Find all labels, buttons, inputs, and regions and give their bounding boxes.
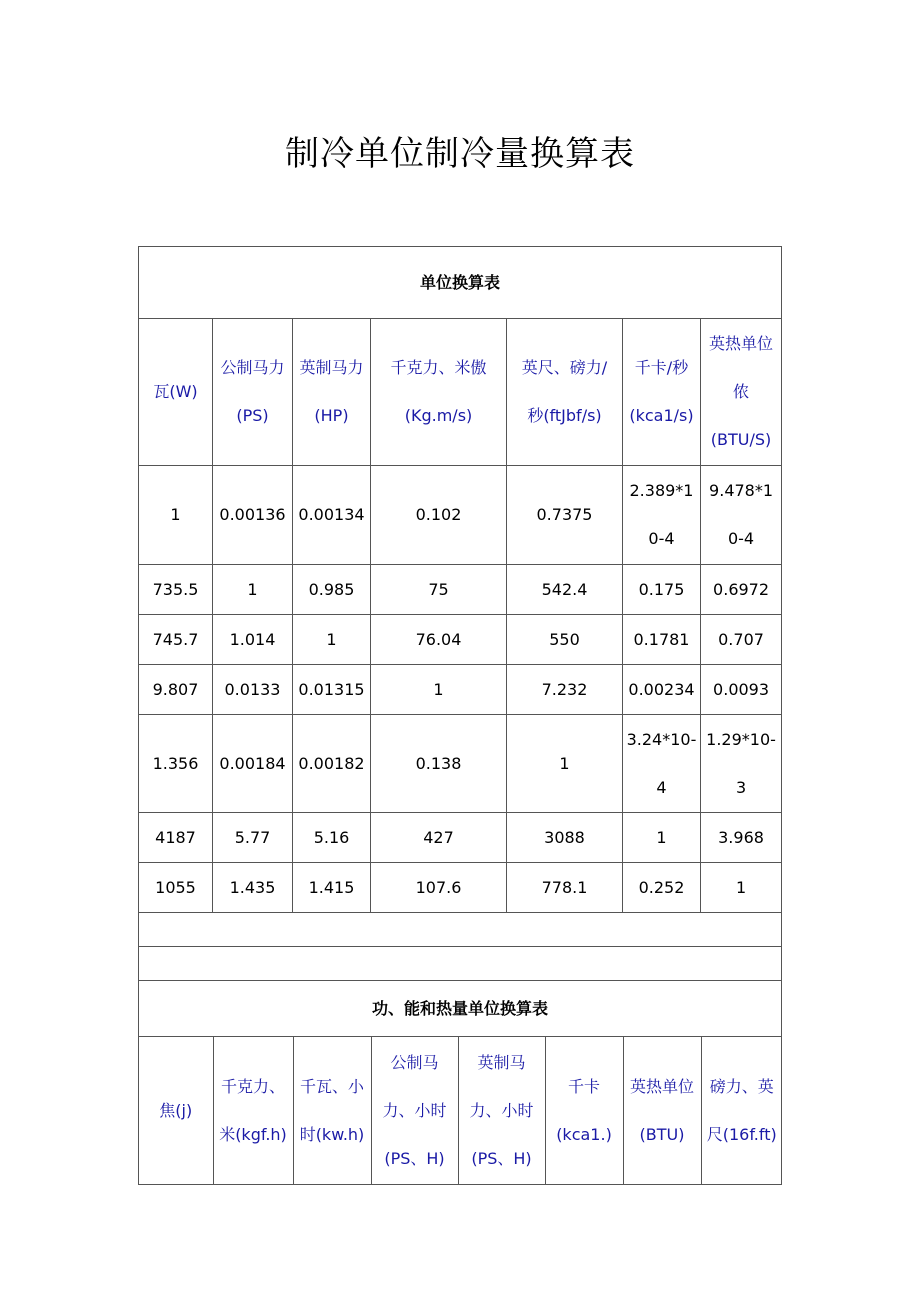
- table1-header-cell-line: 瓦(W): [153, 382, 198, 401]
- table-cell-line: 107.6: [415, 877, 462, 897]
- table1-header-cell-line: 千克力、米傲: [390, 358, 487, 377]
- table1-header-cell-line: (kca1∕s): [629, 406, 694, 425]
- table2-header-cell: [623, 1037, 701, 1184]
- spacer-row: [139, 947, 782, 981]
- table-cell-line: 0.0133: [224, 679, 281, 699]
- spacer-cell: [139, 947, 782, 981]
- table-cell: [701, 813, 782, 863]
- table-cell-line: 0.7375: [536, 505, 593, 524]
- table2-header-table: [139, 1037, 782, 1184]
- table-cell: [371, 863, 507, 913]
- table-cell-line: 0.175: [638, 579, 685, 599]
- table-cell: [213, 466, 293, 565]
- table-cell: [623, 715, 701, 813]
- table-cell: [213, 565, 293, 615]
- table-cell: [507, 863, 623, 913]
- table1-header-cell-line: (BTU/S): [710, 430, 772, 449]
- table-cell: [213, 813, 293, 863]
- table-cell-line: 550: [549, 629, 580, 649]
- table1-header-cell: [701, 319, 782, 466]
- table-cell-line: 1.415: [308, 877, 355, 897]
- table2-header-cell-line: 尺(16f.ft): [706, 1124, 777, 1144]
- table-cell: [139, 813, 213, 863]
- table1-header-cell-line: 千卡/秒: [634, 358, 689, 377]
- table1-header-cell-line: 秒(ftJbf/s): [527, 406, 602, 425]
- table-cell: [139, 565, 213, 615]
- table-cell-line: 427: [423, 827, 454, 847]
- table-cell-line: 1.435: [229, 877, 276, 897]
- table-cell-line: 1055: [155, 877, 196, 897]
- table-cell: [371, 466, 507, 565]
- table-cell-line: 3: [735, 777, 747, 797]
- table-cell-line: 3088: [544, 827, 585, 847]
- table-cell-line: 0.00234: [628, 679, 695, 699]
- table-cell: [371, 615, 507, 665]
- table-cell: [701, 665, 782, 715]
- table-cell: [139, 665, 213, 715]
- table-cell: [507, 466, 623, 565]
- table1-header-cell-line: 公制马力: [220, 358, 285, 377]
- table2-header-cell-line: 磅力、英: [709, 1076, 774, 1096]
- table2-caption: 功、能和热量单位换算表: [139, 981, 782, 1037]
- table1-header-cell-line: (PS): [236, 406, 269, 425]
- table-cell-line: 76.04: [415, 629, 462, 649]
- table-cell: [139, 715, 213, 813]
- table2-header-cell: [458, 1037, 545, 1184]
- table-row: [139, 715, 782, 813]
- table-cell-line: 1.29*10-: [706, 729, 776, 749]
- table-row: [139, 565, 782, 615]
- table-cell: [623, 615, 701, 665]
- table-cell: [701, 565, 782, 615]
- table-cell-line: 0.102: [415, 505, 462, 524]
- table1-header-cell: [139, 319, 213, 466]
- table-cell-line: 5.77: [234, 827, 271, 847]
- table2-header-cell-line: (PS、H): [471, 1148, 532, 1168]
- spacer-cell: [139, 913, 782, 947]
- table1-header-cell-line: 英制马力: [299, 358, 364, 377]
- page-title: 制冷单位制冷量换算表: [285, 134, 635, 174]
- table-cell: [623, 565, 701, 615]
- table-cell: [293, 863, 371, 913]
- table-cell-line: 1: [735, 877, 747, 897]
- table2-header-cell-line: 千瓦、小: [299, 1076, 364, 1096]
- table-cell-line: 0-4: [648, 529, 675, 548]
- table-cell-line: 0.01315: [298, 679, 365, 699]
- table-cell-line: 0.138: [415, 753, 462, 773]
- table2-header-cell-line: 力、小时: [382, 1100, 447, 1120]
- table-cell-line: 0.707: [718, 629, 764, 649]
- table-cell-line: 2.389*1: [629, 481, 694, 500]
- table-cell: [507, 813, 623, 863]
- table1-header-cell: [213, 319, 293, 466]
- table-row: [139, 615, 782, 665]
- table2-header-wrapper: [139, 1037, 782, 1185]
- table2-header-cell-line: 千克力、: [220, 1076, 285, 1096]
- table-cell-line: 0.1781: [633, 629, 690, 649]
- table2-header-cell-line: (PS、H): [384, 1148, 445, 1168]
- table1-header-cell-line: 英热单位: [709, 334, 774, 353]
- table-cell-line: 4: [656, 777, 667, 797]
- table-cell-line: 9.807: [152, 679, 199, 699]
- table2-header-cell-line: 英制马: [477, 1052, 526, 1072]
- table-cell-line: 0.6972: [713, 579, 770, 599]
- table-cell-line: 1: [326, 629, 337, 649]
- table-cell: [293, 466, 371, 565]
- table-cell-line: 3.968: [718, 827, 764, 847]
- table2-header-inner-row: [139, 1037, 782, 1184]
- table-cell-line: 1.014: [229, 629, 276, 649]
- table-cell: [293, 665, 371, 715]
- table-cell-line: 0.00134: [298, 505, 365, 524]
- table-cell-line: 1: [247, 579, 258, 599]
- table-cell: [293, 813, 371, 863]
- table-row: [139, 665, 782, 715]
- table-row: [139, 863, 782, 913]
- table-cell: [701, 466, 782, 565]
- table-cell: [213, 665, 293, 715]
- table-cell-line: 0.0093: [713, 679, 770, 699]
- table-cell-line: 0-4: [727, 529, 755, 548]
- table2-header-cell: [213, 1037, 293, 1184]
- table-cell: [623, 863, 701, 913]
- table-cell-line: 0.00136: [219, 505, 286, 524]
- table1-header-cell: [623, 319, 701, 466]
- table-cell-line: 542.4: [541, 579, 588, 599]
- table-cell: [293, 615, 371, 665]
- table-cell: [701, 863, 782, 913]
- table2-header-cell: [139, 1037, 213, 1184]
- table1-header-cell-line: (Kg.m∕s): [404, 406, 473, 425]
- table-cell: [371, 715, 507, 813]
- table-cell: [623, 813, 701, 863]
- table-cell-line: 7.232: [541, 679, 588, 699]
- table1-header-cell-line: (HP): [314, 406, 349, 425]
- table-cell: [213, 615, 293, 665]
- table-cell-line: 1: [433, 679, 444, 699]
- table2-header-cell-line: (kca1.): [556, 1124, 612, 1144]
- table-cell-line: 0.985: [308, 579, 355, 599]
- table2-header-cell-line: 公制马: [390, 1052, 439, 1072]
- table2-header-cell: [293, 1037, 371, 1184]
- table2-header-cell-line: (BTU): [639, 1124, 685, 1144]
- table1-header-cell: [371, 319, 507, 466]
- table-row: [139, 813, 782, 863]
- table-cell-line: 735.5: [152, 579, 199, 599]
- table2-header-cell-line: 焦(j): [159, 1100, 193, 1120]
- table-cell-line: 778.1: [541, 877, 588, 897]
- table2-header-cell-line: 力、小时: [469, 1100, 534, 1120]
- table-cell: [623, 466, 701, 565]
- table-cell: [507, 565, 623, 615]
- table2-header-cell-line: 千卡: [567, 1076, 600, 1096]
- table-cell: [213, 715, 293, 813]
- table1-header-row: [139, 319, 782, 466]
- table-cell: [507, 665, 623, 715]
- table2-header-cell: [371, 1037, 458, 1184]
- table-cell: [139, 615, 213, 665]
- table-row: [139, 466, 782, 565]
- table-cell-line: 1: [559, 753, 570, 773]
- table2-header-cell: [545, 1037, 623, 1184]
- table2-header-row: [139, 1037, 782, 1185]
- table1-header-cell-line: 英尺、磅力/: [521, 358, 608, 377]
- table-cell-line: 4187: [155, 827, 196, 847]
- table-cell: [139, 466, 213, 565]
- table-cell: [293, 715, 371, 813]
- table1-header-cell: [293, 319, 371, 466]
- table2-header-cell-line: 米(kgf.h): [219, 1124, 287, 1144]
- table2-header-cell: [701, 1037, 782, 1184]
- table-cell-line: 1.356: [152, 753, 199, 773]
- table-cell: [623, 665, 701, 715]
- table-cell-line: 5.16: [313, 827, 350, 847]
- table-cell-line: 745.7: [152, 629, 199, 649]
- table-cell: [371, 813, 507, 863]
- table1-caption: 单位换算表: [139, 247, 782, 319]
- table-cell: [139, 863, 213, 913]
- table-cell: [213, 863, 293, 913]
- table-cell-line: 0.00184: [219, 753, 286, 773]
- table-cell-line: 9.478*1: [709, 481, 774, 500]
- table2-caption-row: [139, 981, 782, 1037]
- table1-header-cell-line: 侬: [733, 382, 750, 401]
- table-cell: [701, 715, 782, 813]
- table2-header-cell-line: 英热单位: [629, 1076, 694, 1096]
- table-cell-line: 0.00182: [298, 753, 365, 773]
- table-cell-line: 3.24*10-: [626, 729, 697, 749]
- table-cell: [371, 665, 507, 715]
- table1-caption-row: [139, 247, 782, 319]
- spacer-row: [139, 913, 782, 947]
- table-cell-line: 1: [170, 505, 181, 524]
- table-cell-line: 1: [656, 827, 667, 847]
- table-cell: [507, 715, 623, 813]
- table-cell: [371, 565, 507, 615]
- table1-header-cell: [507, 319, 623, 466]
- table-cell: [701, 615, 782, 665]
- table-cell: [507, 615, 623, 665]
- table-cell: [293, 565, 371, 615]
- table2-header-cell-line: 时(kw.h): [299, 1124, 365, 1144]
- table-cell-line: 0.252: [638, 877, 685, 897]
- table-cell-line: 75: [428, 579, 449, 599]
- conversion-table: [138, 246, 782, 1185]
